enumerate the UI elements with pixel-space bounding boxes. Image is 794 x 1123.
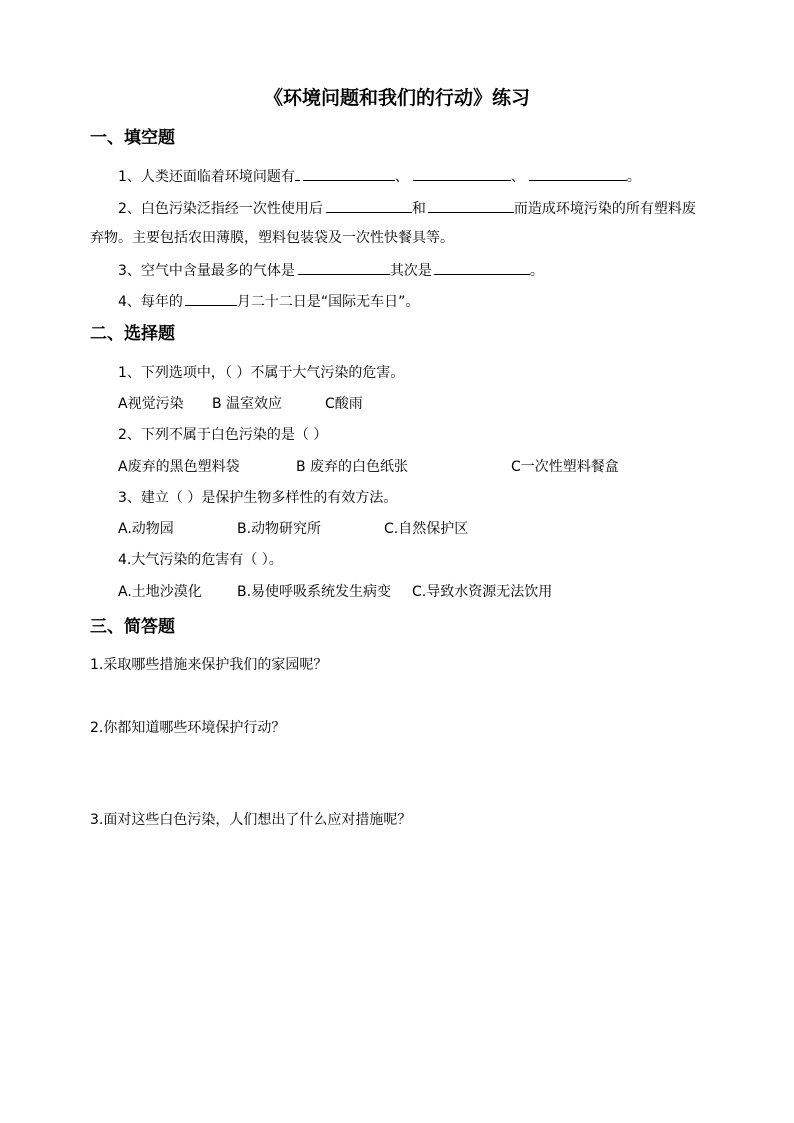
fill-question-1 (118, 168, 641, 184)
choice-option[interactable]: A.动物园 (118, 521, 174, 537)
choice-question-1: 1、下列选项中，（ ）不属于大气污染的危害。 (118, 365, 405, 381)
section-heading-fill-blank: 一、填空题 (90, 128, 175, 148)
answer-blank[interactable] (185, 293, 237, 306)
page-title: 《环境问题和我们的行动》练习 (263, 87, 530, 109)
question-text: 3、空气中含量最多的气体是 (118, 263, 295, 279)
choice-option[interactable]: C.自然保护区 (384, 521, 469, 537)
choice-option[interactable]: C酸雨 (325, 396, 363, 412)
question-text: 月二十二日是“国际无车日”。 (236, 294, 420, 310)
short-answer-question-1: 1.采取哪些措施来保护我们的家园呢？ (90, 657, 328, 673)
answer-blank[interactable] (413, 168, 511, 181)
fill-question-3 (118, 262, 544, 278)
question-text: 2、白色污染泛指经一次性使用后 (118, 201, 323, 217)
short-answer-question-3: 3.面对这些白色污染，人们想出了什么应对措施呢？ (90, 812, 412, 828)
answer-blank[interactable] (303, 168, 395, 181)
question-text: 4、每年的 (118, 294, 183, 310)
answer-blank[interactable] (529, 168, 627, 181)
fill-question-2 (118, 200, 696, 216)
short-answer-question-2: 2.你都知道哪些环境保护行动？ (90, 720, 286, 736)
separator: 、 (394, 169, 409, 185)
question-text: 其次是 (389, 263, 432, 279)
choice-option[interactable]: A废弃的黑色塑料袋 (118, 459, 240, 475)
answer-blank[interactable] (428, 200, 514, 213)
choice-option[interactable]: B.易使呼吸系统发生病变 (237, 584, 392, 600)
answer-blank[interactable] (326, 200, 412, 213)
choice-option[interactable]: B 温室效应 (212, 396, 283, 412)
answer-blank[interactable] (298, 262, 390, 275)
answer-blank[interactable] (434, 262, 530, 275)
choice-question-3: 3、建立（ ）是保护生物多样性的有效方法。 (118, 490, 398, 506)
choice-option[interactable]: C.导致水资源无法饮用 (412, 584, 553, 600)
question-text: 而造成环境污染的所有塑料废 (513, 201, 696, 217)
choice-question-4: 4.大气污染的危害有（ ）。 (118, 552, 283, 568)
answer-blank[interactable] (295, 168, 300, 181)
question-text: 和 (411, 201, 426, 217)
separator: 、 (510, 169, 525, 185)
choice-question-2: 2、下列不属于白色污染的是（ ） (118, 427, 328, 443)
end-mark: 。 (529, 263, 544, 279)
choice-option[interactable]: B.动物研究所 (237, 521, 322, 537)
fill-question-4 (118, 293, 419, 309)
section-heading-multiple-choice: 二、选择题 (90, 324, 175, 344)
choice-option[interactable]: C一次性塑料餐盒 (511, 459, 619, 475)
choice-option[interactable]: A视觉污染 (118, 396, 184, 412)
choice-option[interactable]: A.土地沙漠化 (118, 584, 202, 600)
fill-question-2-line-2: 弃物。主要包括农田薄膜，塑料包装袋及一次性快餐具等。 (90, 230, 454, 246)
end-mark: 。 (626, 169, 641, 185)
section-heading-short-answer: 三、简答题 (90, 617, 175, 637)
question-text: 1、人类还面临着环境问题有 (118, 169, 295, 185)
choice-option[interactable]: B 废弃的白色纸张 (296, 459, 409, 475)
